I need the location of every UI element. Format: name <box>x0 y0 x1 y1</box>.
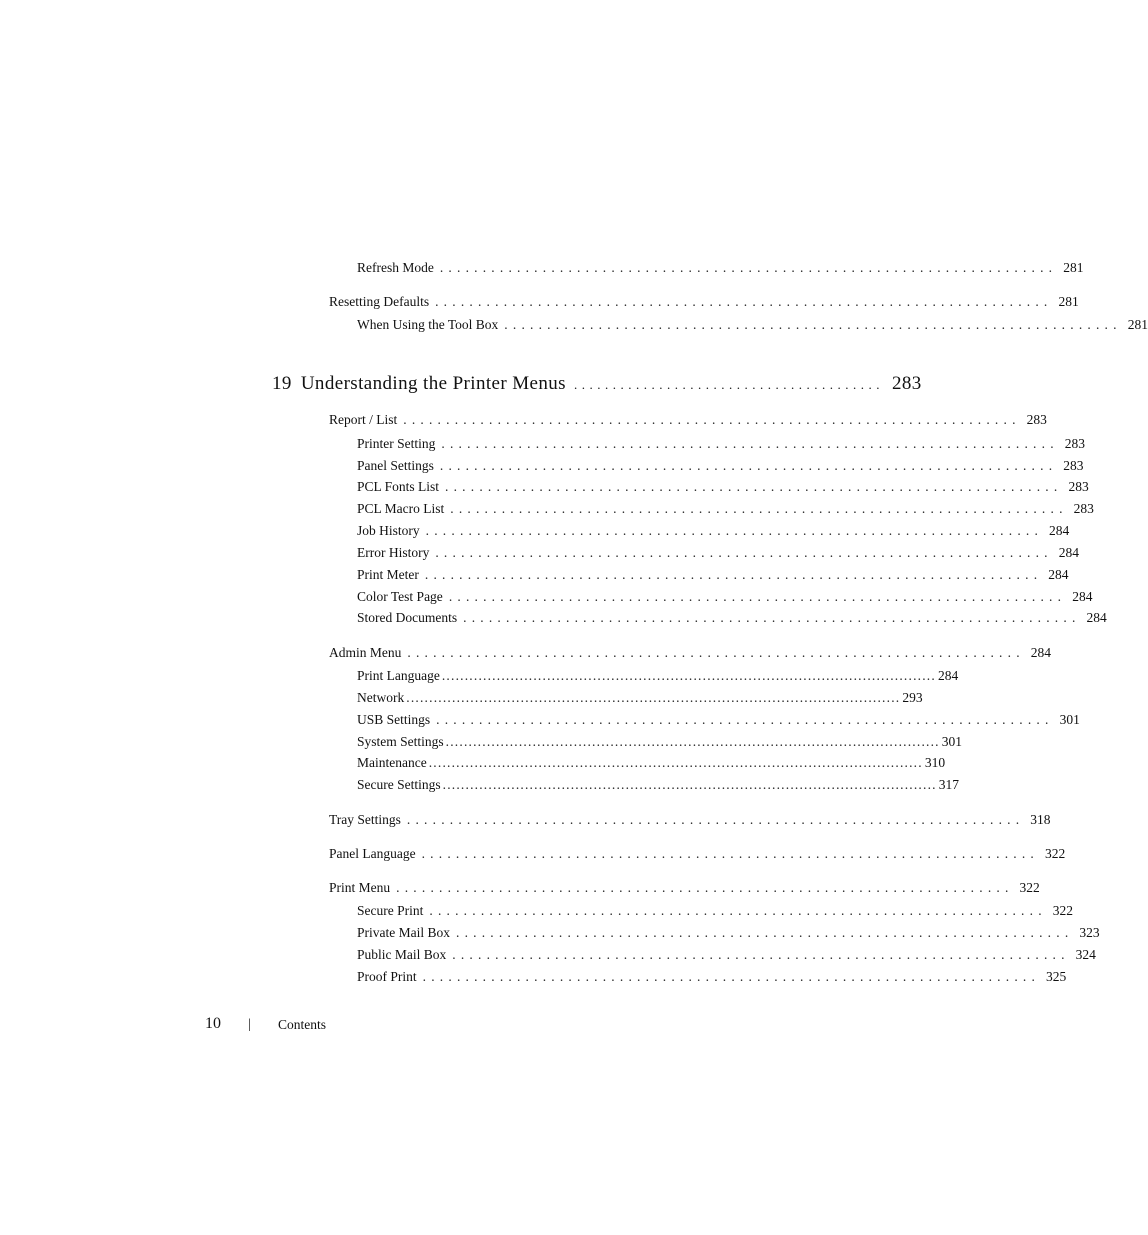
toc-leader: ............................................................................................................ <box>445 734 940 749</box>
toc-entry[interactable] <box>357 259 1084 277</box>
toc-entry[interactable] <box>357 902 1074 920</box>
toc-leader: ........................................................................ <box>439 260 1058 275</box>
toc-leader: ........................................................................ <box>439 458 1058 473</box>
toc-entry-label: PCL Fonts List <box>357 479 440 494</box>
toc-entry-page: 322 <box>1045 846 1066 861</box>
toc-entry-label: Color Test Page <box>357 589 443 604</box>
toc-entry-label: Network <box>357 690 405 705</box>
toc-entry-page: 284 <box>1086 610 1107 625</box>
toc-entry-label: Secure Settings <box>357 777 441 792</box>
toc-entry-label: When Using the Tool Box <box>357 317 499 332</box>
toc-leader: ............................................................................................................ <box>441 668 936 683</box>
toc-entry-label: USB Settings <box>357 712 431 727</box>
toc-entry-page: 284 <box>1049 523 1070 538</box>
toc-entry-page: 284 <box>937 668 959 683</box>
toc-entry-page: 284 <box>1030 645 1052 660</box>
footer-page-number: 10 <box>205 1015 221 1032</box>
chapter-page: 283 <box>891 373 922 394</box>
toc-leader: ........................................................................ <box>436 712 1054 727</box>
toc-entry[interactable] <box>329 293 1079 311</box>
toc-leader: ............................................................................................................ <box>428 755 923 770</box>
toc-entry-label: Print Language <box>357 668 440 683</box>
toc-entry-label: Maintenance <box>357 755 427 770</box>
toc-leader: ........................................................................ <box>396 880 1014 895</box>
toc-entry-page: 310 <box>924 755 946 770</box>
toc-leader: ........................................................................ <box>450 501 1068 516</box>
toc-entry-label: Proof Print <box>357 969 417 984</box>
toc-entry[interactable] <box>329 879 1040 897</box>
toc-entry[interactable] <box>357 924 1100 942</box>
toc-entry-page: 322 <box>1052 903 1074 918</box>
toc-entry-label: System Settings <box>357 734 444 749</box>
toc-entry-label: Refresh Mode <box>357 260 434 275</box>
toc-leader: ........................................................................ <box>456 925 1074 940</box>
toc-leader: ........................................................................ <box>425 523 1044 538</box>
toc-leader: ........................................................................ <box>435 294 1053 309</box>
footer-section-title: Contents <box>278 1017 327 1032</box>
toc-leader: ........................................................................ <box>421 846 1039 861</box>
toc-entry-label: Resetting Defaults <box>329 294 430 309</box>
toc-entry[interactable] <box>357 544 1080 562</box>
toc-entry[interactable] <box>357 968 1067 986</box>
toc-leader: ........................................................................ <box>445 479 1063 494</box>
toc-entry-page: 281 <box>1058 294 1079 309</box>
toc-entry-label: Panel Language <box>329 846 416 861</box>
toc-entry[interactable] <box>357 478 1089 496</box>
toc-entry-page: 324 <box>1075 947 1096 962</box>
toc-entry-page: 325 <box>1046 969 1067 984</box>
toc-entry-label: PCL Macro List <box>357 501 445 516</box>
toc-entry[interactable] <box>357 754 946 772</box>
toc-leader: ........................................................................ <box>452 947 1070 962</box>
toc-entry-page: 283 <box>1073 501 1094 516</box>
toc-entry-label: Report / List <box>329 412 398 427</box>
toc-entry[interactable] <box>357 588 1093 606</box>
toc-entry[interactable] <box>329 644 1052 662</box>
toc-entry-label: Panel Settings <box>357 458 434 473</box>
toc-entry[interactable] <box>329 411 1047 429</box>
toc-entry-label: Admin Menu <box>329 645 402 660</box>
toc-entry-page: 317 <box>938 777 959 792</box>
toc-entry-label: Private Mail Box <box>357 925 450 940</box>
toc-entry-label: Tray Settings <box>329 812 401 827</box>
chapter-heading[interactable] <box>272 372 922 397</box>
toc-leader: ........................................................................ <box>407 645 1025 660</box>
toc-leader: ........................................................................ <box>403 412 1021 427</box>
footer-separator: | <box>248 1017 251 1032</box>
toc-entry-page: 323 <box>1079 925 1100 940</box>
toc-entry[interactable] <box>357 500 1094 518</box>
toc-entry-page: 318 <box>1030 812 1051 827</box>
toc-entry[interactable] <box>357 946 1096 964</box>
toc-entry-label: Stored Documents <box>357 610 458 625</box>
toc-leader: ........................................................................ <box>448 589 1067 604</box>
toc-entry-page: 283 <box>1026 412 1047 427</box>
chapter-title: Understanding the Printer Menus <box>300 373 566 394</box>
toc-entry[interactable] <box>357 522 1070 540</box>
toc-entry[interactable] <box>357 566 1069 584</box>
toc-entry-page: 284 <box>1058 545 1080 560</box>
toc-entry-page: 301 <box>941 734 962 749</box>
toc-entry-page: 301 <box>1059 712 1080 727</box>
toc-entry-label: Print Meter <box>357 567 419 582</box>
toc-leader: ........................................................................ <box>406 812 1025 827</box>
toc-entry-page: 283 <box>1063 458 1084 473</box>
toc-entry[interactable] <box>357 733 962 751</box>
toc-entry[interactable] <box>329 845 1066 863</box>
toc-entry-label: Print Menu <box>329 880 391 895</box>
toc-entry-label: Error History <box>357 545 430 560</box>
toc-entry[interactable] <box>357 711 1080 729</box>
toc-entry-label: Public Mail Box <box>357 947 447 962</box>
toc-leader: ........................................................................ <box>463 610 1081 625</box>
toc-entry-page: 293 <box>902 690 923 705</box>
toc-entry-page: 284 <box>1048 567 1069 582</box>
toc-leader: ........................................................................ <box>422 969 1041 984</box>
toc-leader: ........................................................................ <box>424 567 1043 582</box>
toc-entry-page: 281 <box>1127 317 1148 332</box>
toc-entry-page: 283 <box>1068 479 1089 494</box>
toc-entry-page: 322 <box>1019 880 1040 895</box>
toc-entry-label: Job History <box>357 523 420 538</box>
toc-entry-page: 284 <box>1072 589 1093 604</box>
toc-entry[interactable] <box>357 689 923 707</box>
toc-entry[interactable] <box>329 811 1051 829</box>
toc-leader: ........................................................................ <box>441 436 1059 451</box>
chapter-leader: ........................................ <box>573 377 884 392</box>
toc-entry[interactable] <box>357 609 1107 627</box>
toc-leader: ........................................................................ <box>504 317 1122 332</box>
toc-entry[interactable] <box>357 316 1148 334</box>
toc-entry-label: Secure Print <box>357 903 424 918</box>
toc-leader: ........................................................................ <box>435 545 1053 560</box>
chapter-number: 19 <box>272 373 292 394</box>
toc-entry[interactable] <box>357 667 959 685</box>
toc-entry[interactable] <box>357 457 1084 475</box>
toc-entry[interactable] <box>357 435 1086 453</box>
toc-entry-label: Printer Setting <box>357 436 436 451</box>
toc-leader: ............................................................................................................ <box>442 777 937 792</box>
toc-entry-page: 281 <box>1063 260 1084 275</box>
toc-leader: ........................................................................ <box>429 903 1047 918</box>
toc-entry[interactable] <box>357 776 959 794</box>
toc-leader: ............................................................................................................ <box>406 690 901 705</box>
toc-entry-page: 283 <box>1064 436 1086 451</box>
